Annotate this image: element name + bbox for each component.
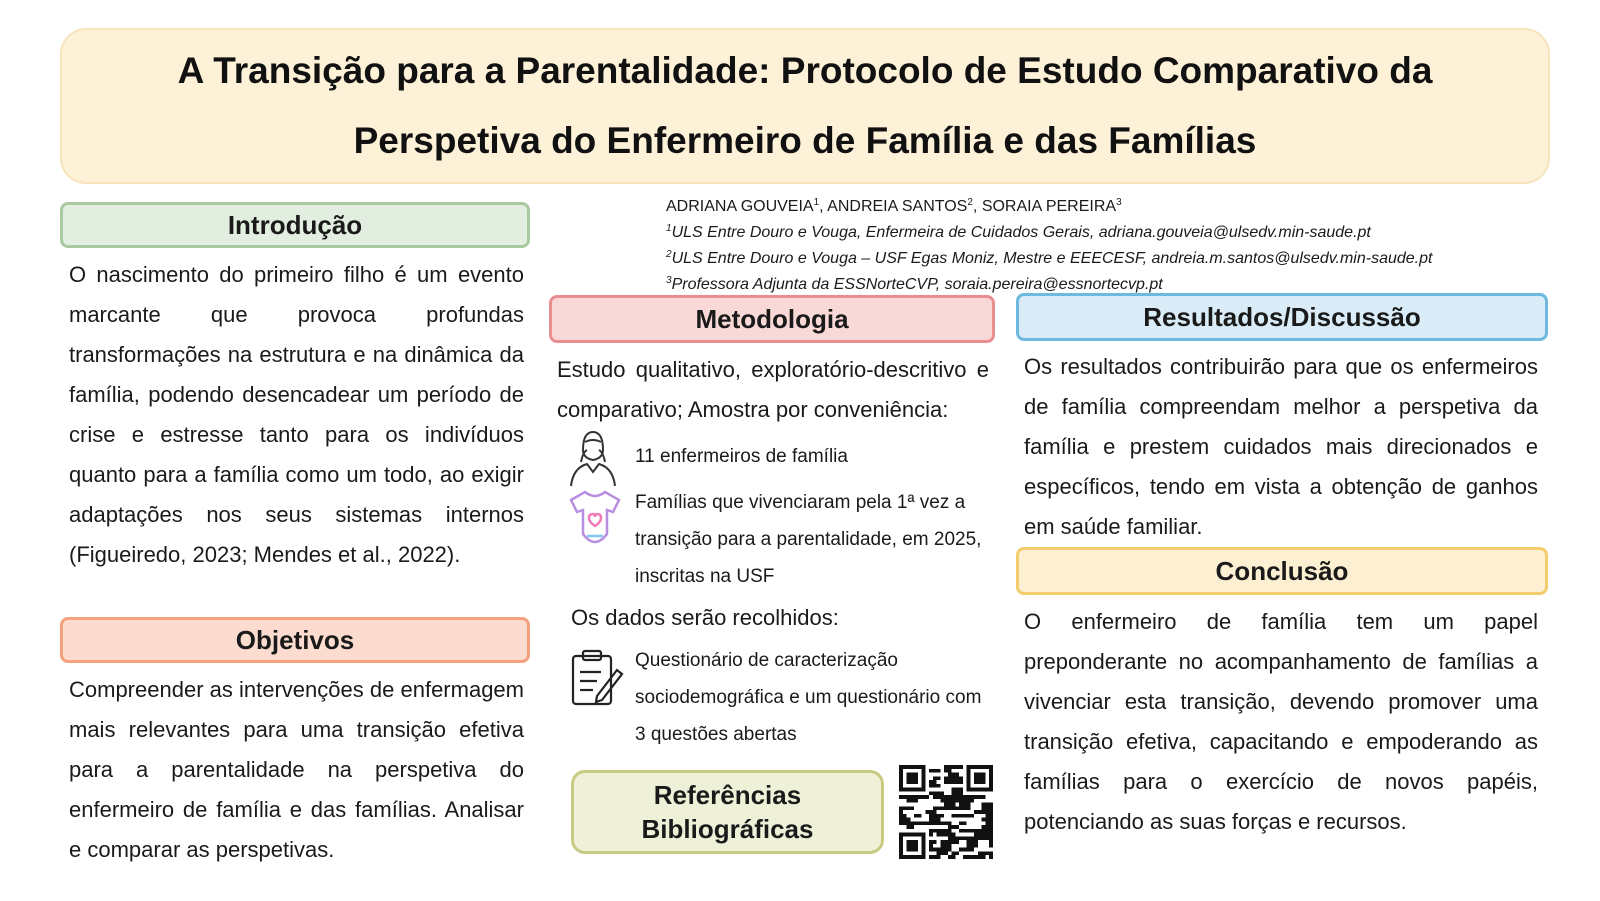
metodologia-intro: Estudo qualitativo, exploratório-descritivo e comparativo; Amostra por conveniência: bbox=[557, 357, 989, 422]
referencias-line-2: Bibliográficas bbox=[641, 814, 814, 844]
referencias-button[interactable] bbox=[571, 770, 884, 854]
authors-block bbox=[666, 192, 1432, 296]
resultados-heading: Resultados/Discussão bbox=[1016, 293, 1548, 341]
referencias-line-1: Referências bbox=[653, 780, 802, 810]
qr-code[interactable] bbox=[899, 765, 993, 859]
clipboard-pen-icon bbox=[569, 648, 625, 708]
introducao-heading: Introdução bbox=[60, 202, 530, 248]
objetivos-text: Compreender as intervenções de enfermagem mais relevantes para uma transição efetiva para a parentalidade na perspetiva do enfermeiro de família e das famílias. Analisar e comparar as perspetivas. bbox=[69, 677, 524, 862]
author-names: ADRIANA GOUVEIA$^1$, ANDREIA SANTOS$^2$, SORAIA PEREIRA$^3$ bbox=[666, 197, 1122, 215]
metodologia-heading: Metodologia bbox=[549, 295, 995, 343]
sample-nurses: 11 enfermeiros de família bbox=[635, 446, 848, 467]
collection-item: Questionário de caracterização sociodemográfica e um questionário com 3 questões abertas bbox=[635, 650, 982, 745]
resultados-text: Os resultados contribuirão para que os enfermeiros de família compreendam melhor a perspetiva da família e prestem cuidados mais direcionados e específicos, tendo em vista a obtenção de ganhos em saúde familiar. bbox=[1024, 354, 1538, 539]
poster-title-box bbox=[60, 28, 1550, 184]
conclusao-heading: Conclusão bbox=[1016, 547, 1548, 595]
title-line-1: A Transição para a Parentalidade: Protocolo de Estudo Comparativo da bbox=[177, 50, 1433, 91]
affiliation-3: $^3$Professora Adjunta da ESSNorteCVP, soraia.pereira@essnortecvp.pt bbox=[666, 275, 1163, 293]
affiliation-1: $^1$ULS Entre Douro e Vouga, Enfermeira de Cuidados Gerais, adriana.gouveia@ulsedv.min-saude.pt bbox=[666, 223, 1371, 241]
collection-label: Os dados serão recolhidos: bbox=[571, 605, 839, 630]
poster-title bbox=[138, 36, 1473, 176]
conclusao-text: O enfermeiro de família tem um papel preponderante no acompanhamento de famílias a vivenciar esta transição, devendo promover uma transição efetiva, capacitando e empoderando as famílias para o exercício de novos papéis, potenciando as suas forças e recursos. bbox=[1024, 609, 1538, 834]
nurse-icon bbox=[567, 428, 619, 488]
affiliation-2: $^2$ULS Entre Douro e Vouga – USF Egas Moniz, Mestre e EEECESF, andreia.m.santos@ulsedv.min-saude.pt bbox=[666, 249, 1433, 267]
introducao-text: O nascimento do primeiro filho é um evento marcante que provoca profundas transformações na estrutura e na dinâmica da família, podendo desencadear um período de crise e estresse tanto para os indivíduos quanto para a família como um todo, ao exigir adaptações nos seus sistemas internos (Figueiredo, 2023; Mendes et al., 2022). bbox=[69, 262, 524, 567]
baby-onesie-icon bbox=[567, 488, 623, 546]
title-line-2: Perspetiva do Enfermeiro de Família e das Famílias bbox=[353, 120, 1257, 161]
objetivos-heading: Objetivos bbox=[60, 617, 530, 663]
sample-families: Famílias que vivenciaram pela 1ª vez a transição para a parentalidade, em 2025, inscritas na USF bbox=[635, 492, 982, 587]
